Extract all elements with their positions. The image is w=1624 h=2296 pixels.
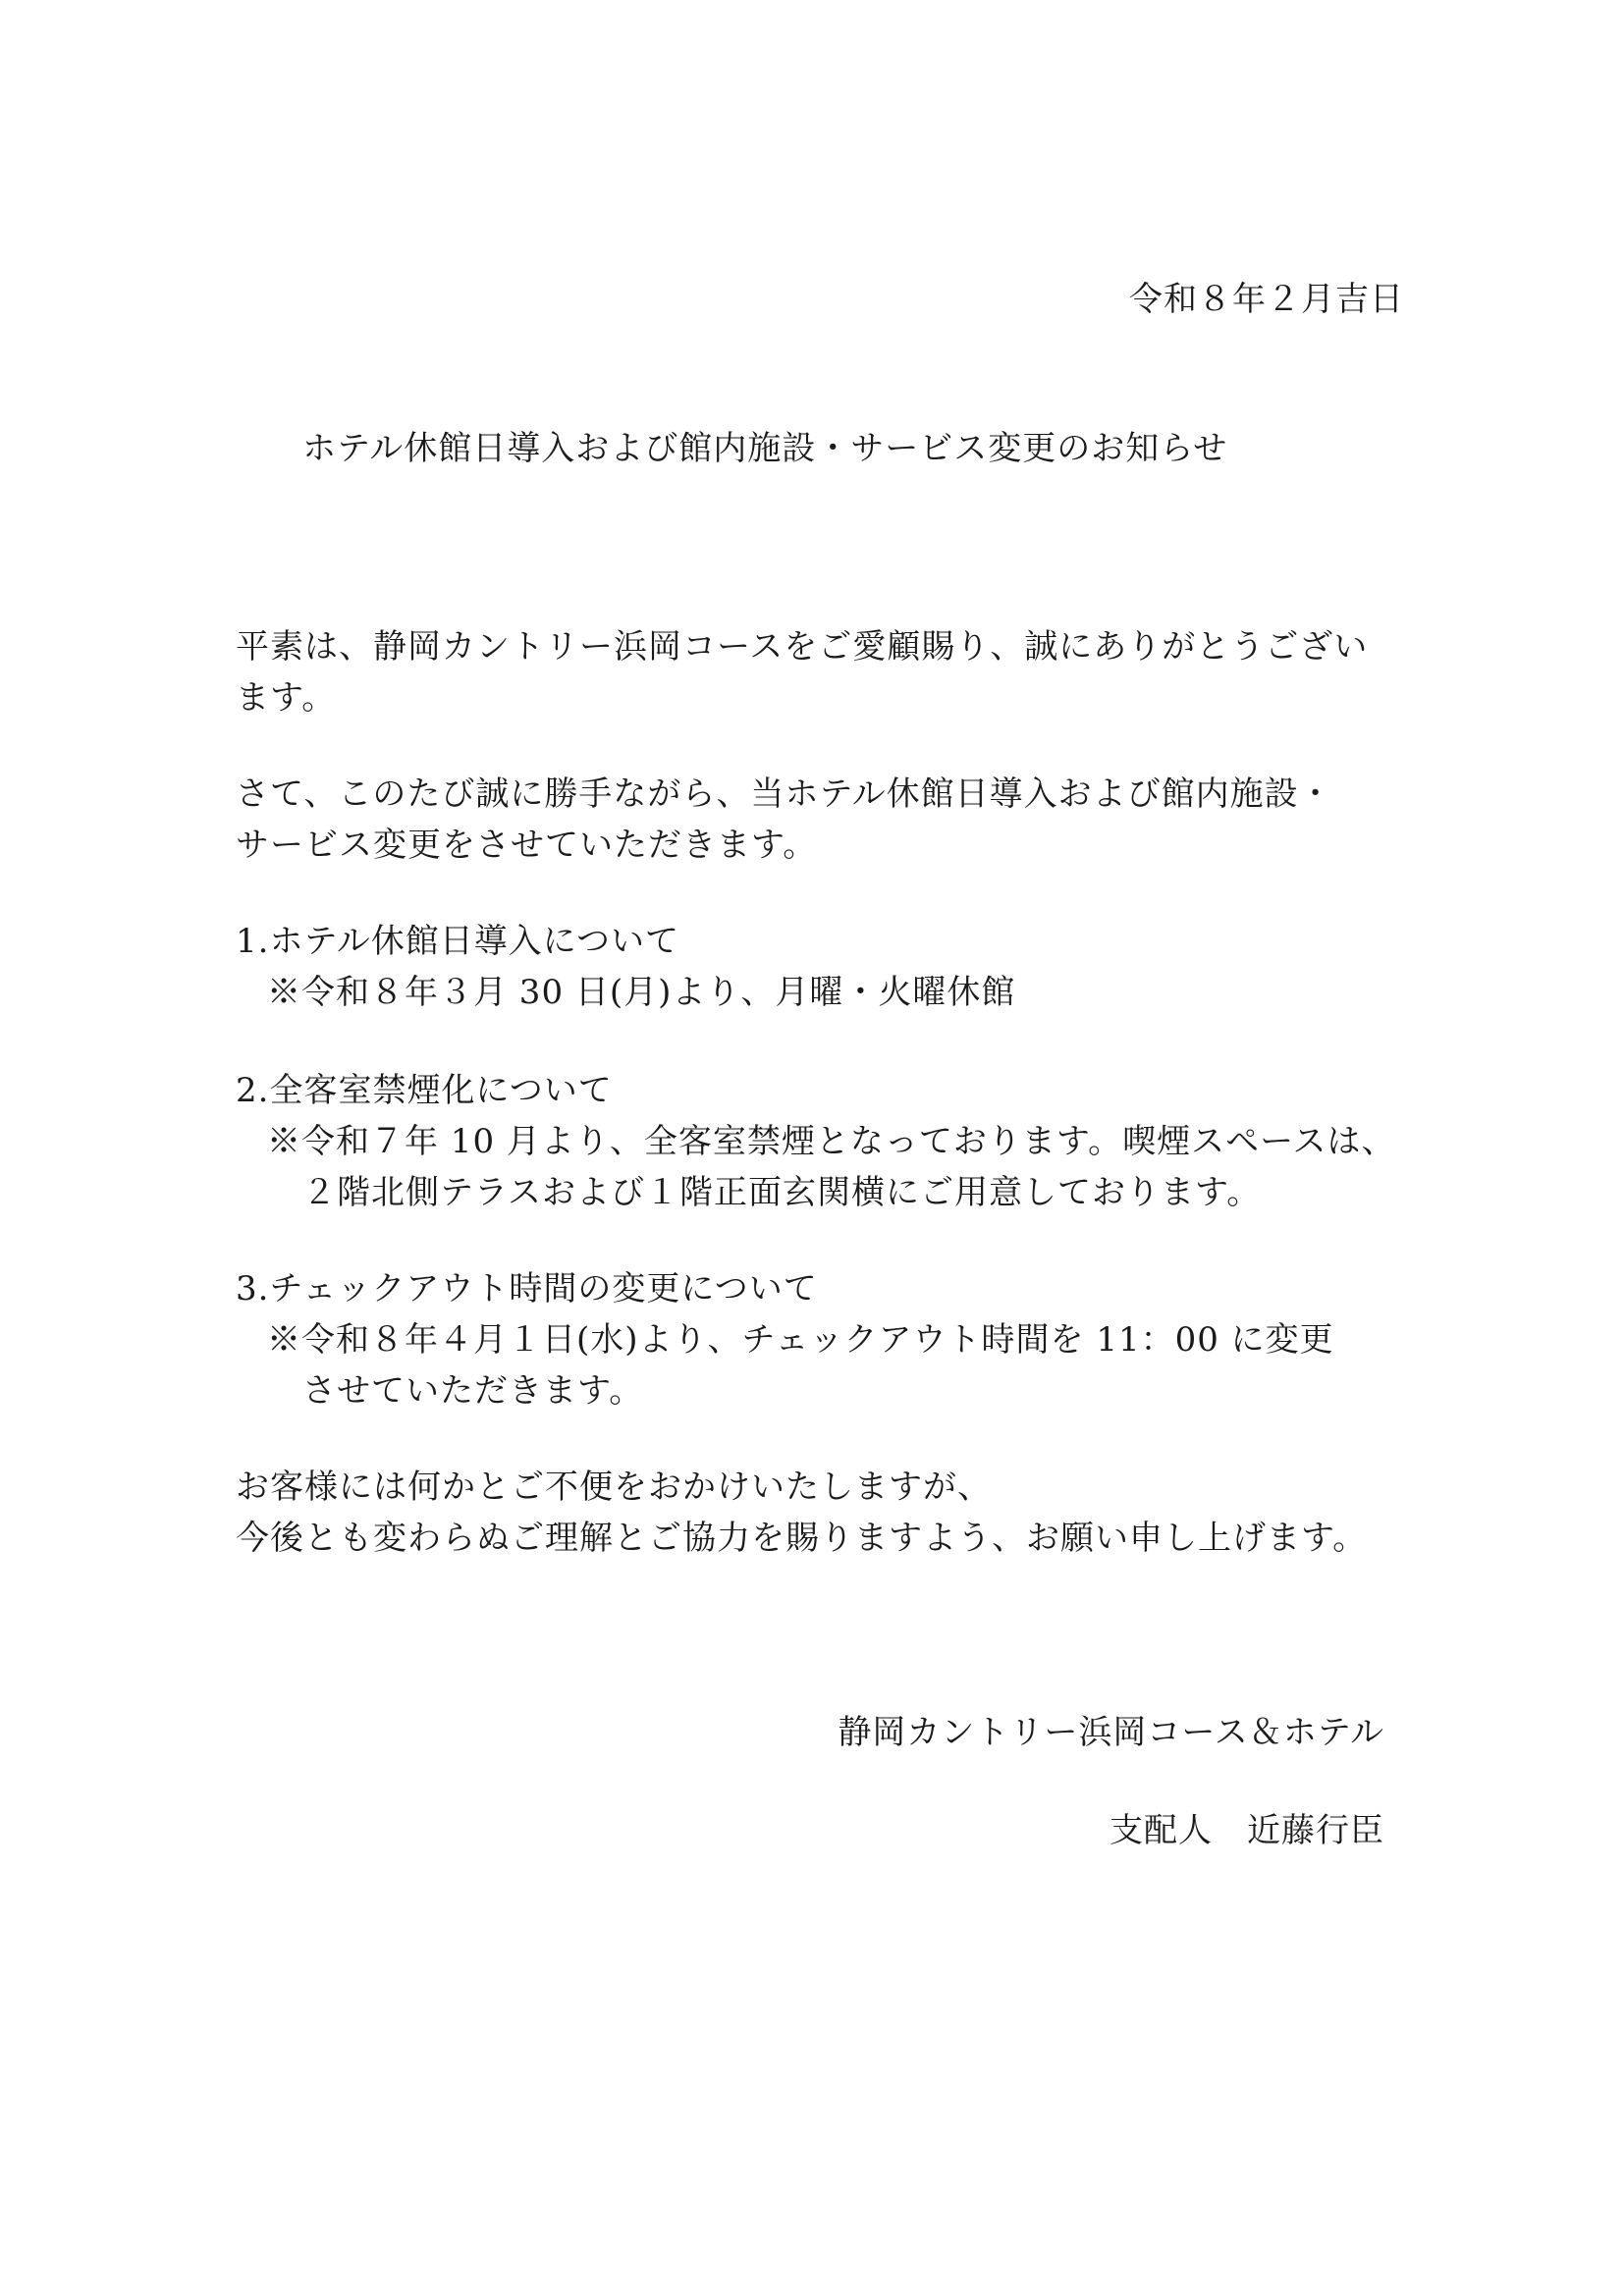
item-2-detail-1: ※令和７年 10 月より、全客室禁煙となっております。喫煙スペースは、 [267,1122,1396,1161]
item-3-detail-1: ※令和８年４月１日(水)より、チェックアウト時間を 11：00 に変更 [267,1320,1334,1360]
signature-organization: 静岡カントリー浜岡コース＆ホテル [838,1713,1384,1752]
item-2-detail-2: ２階北側テラスおよび１階正面玄関横にご用意しております。 [302,1173,1262,1212]
item-1-heading: 1.ホテル休館日導入について [236,922,680,961]
item-2-heading: 2.全客室禁煙化について [236,1071,613,1110]
intro-line-2: サービス変更をさせていただきます。 [236,826,818,865]
issue-date: 令和８年２月吉日 [1129,280,1404,319]
item-1-detail-1: ※令和８年３月 30 日(月)より、月曜・火曜休館 [267,973,1016,1012]
notice-title: ホテル休館日導入および館内施設・サービス変更のお知らせ [302,429,1228,468]
item-3-heading: 3.チェックアウト時間の変更について [236,1269,818,1308]
greeting-line-1: 平素は、静岡カントリー浜岡コースをご愛顧賜り、誠にありがとうござい [236,627,1369,667]
intro-line-1: さて、このたび誠に勝手ながら、当ホテル休館日導入および館内施設・ [236,774,1333,814]
closing-line-1: お客様には何かとご不便をおかけいたしますが、 [236,1468,992,1507]
closing-line-2: 今後とも変わらぬご理解とご協力を賜りますよう、お願い申し上げます。 [236,1519,1368,1558]
item-3-detail-2: させていただきます。 [302,1371,644,1411]
signature-manager: 支配人 近藤行臣 [1110,1811,1384,1850]
greeting-line-2: ます。 [236,678,337,718]
